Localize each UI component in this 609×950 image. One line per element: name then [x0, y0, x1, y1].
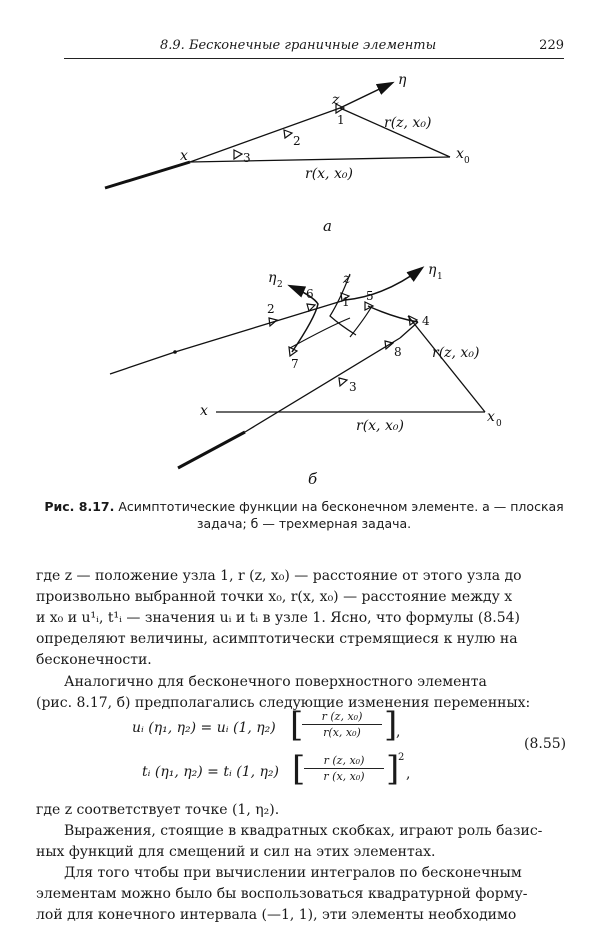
paragraph-3	[36, 800, 570, 821]
paragraph-5	[36, 863, 570, 926]
node-7: 7	[291, 357, 299, 371]
label-x0: x	[456, 146, 464, 162]
node-2: 2	[293, 134, 301, 148]
label-x0-subscript: 0	[496, 419, 502, 429]
node-8: 8	[394, 345, 402, 359]
equation-row-2-bracket-close: ]	[386, 749, 400, 789]
paragraph-1	[36, 566, 570, 671]
caption-lead: Рис. 8.17.	[44, 499, 115, 514]
node-1: 1	[342, 295, 350, 309]
paragraph-2-line-1: Аналогично для бесконечного поверхностного элемента	[64, 674, 487, 690]
node-marker-3	[234, 150, 242, 159]
upper-edge	[175, 300, 345, 352]
label-r-x-x0: r(x, x₀)	[305, 166, 353, 182]
lower-edge-extension	[178, 432, 245, 468]
equation-row-1-bracket-open: [	[290, 705, 304, 745]
paragraph-5-line-1: Для того чтобы при вычислении интегралов по бесконечным	[64, 865, 522, 881]
label-z: z	[332, 92, 340, 108]
paragraph-1-line-1: где z — положение узла 1, r (z, x₀) — расстояние от этого узла до	[36, 568, 522, 584]
paragraph-1-line-5: бесконечности.	[36, 652, 152, 668]
node-5: 5	[366, 289, 374, 303]
node-5-curve	[350, 306, 372, 337]
paragraph-4-line-2: ных функций для смещений и сил на этих элементах.	[36, 844, 436, 860]
paragraph-5-line-3: лой для конечного интервала (—1, 1), эти элементы необходимо	[36, 907, 517, 923]
eta-axis-arrow	[340, 83, 392, 108]
equation-row-1-lhs: uᵢ (η₁, η₂) = uᵢ (1, η₂)	[132, 720, 276, 736]
label-x: x	[200, 403, 208, 419]
upper-edge-point	[173, 350, 177, 354]
node-3: 3	[349, 380, 357, 394]
equation-row-2-fraction	[304, 754, 384, 783]
node-marker-3	[339, 378, 347, 386]
paragraph-1-line-4: определяют величины, асимптотически стремящиеся к нулю на	[36, 631, 518, 647]
figure-a	[105, 72, 470, 235]
label-eta2-subscript: 2	[277, 280, 283, 290]
equation-row-2-denominator: r (x, x₀)	[323, 770, 365, 783]
equation-row-1-numerator: r (z, x₀)	[302, 710, 382, 725]
node-4: 4	[422, 314, 430, 328]
r-z-x0-line	[408, 316, 485, 412]
label-x0-subscript: 0	[464, 156, 470, 166]
equation-row-2-numerator: r (z, x₀)	[304, 754, 384, 769]
element-line	[190, 108, 340, 162]
paragraph-3-text: где z соответствует точке (1, η₂).	[36, 802, 280, 818]
equation-number: (8.55)	[524, 736, 567, 752]
caption-line-2: задача; б — трехмерная задача.	[196, 516, 412, 531]
label-eta2: η	[268, 270, 277, 286]
paragraph-5-line-2: элементам можно было бы воспользоваться квадратурной форму-	[36, 886, 528, 902]
equation-row-2-bracket-open: [	[292, 749, 306, 789]
node-2: 2	[267, 302, 275, 316]
label-r-z-x0: r(z, x₀)	[384, 115, 432, 131]
equation-row-1-comma: ,	[396, 724, 401, 740]
equation-row-1-fraction	[302, 710, 382, 739]
label-x: x	[180, 148, 188, 164]
equation-row-1-denominator: r(x, x₀)	[323, 726, 361, 739]
equation-row-2-comma: ,	[406, 766, 411, 782]
paragraph-4-line-1: Выражения, стоящие в квадратных скобках, играют роль базис-	[64, 823, 543, 839]
node-3: 3	[243, 151, 251, 165]
paragraph-4	[36, 821, 570, 863]
label-r-x-x0: r(x, x₀)	[356, 418, 404, 434]
equation-row-2-exponent: 2	[398, 752, 405, 763]
paragraph-1-line-2: произвольно выбранной точки x₀, r(x, x₀) — расстояние между x	[36, 589, 513, 605]
eta2-axis-arrow	[290, 286, 318, 352]
figure-caption	[36, 498, 572, 532]
equation-row-2-lhs: tᵢ (η₁, η₂) = tᵢ (1, η₂)	[142, 764, 279, 780]
node-1: 1	[337, 113, 345, 127]
figure-b	[110, 262, 502, 488]
label-eta1: η	[428, 262, 437, 278]
upper-edge-extension	[110, 352, 175, 374]
caption-line-1: Асимптотические функции на бесконечном элементе. а — плоская	[118, 499, 564, 514]
label-eta1-subscript: 1	[437, 272, 443, 282]
node-marker-2	[284, 130, 292, 138]
eta1-axis-arrow	[345, 268, 422, 300]
running-title: 8.9. Бесконечные граничные элементы	[160, 38, 437, 53]
panel-label-a: а	[323, 217, 332, 235]
label-z: z	[343, 271, 351, 287]
paragraph-1-line-3: и x₀ и u¹ᵢ, t¹ᵢ — значения uᵢ и tᵢ в узле 1. Ясно, что формулы (8.54)	[36, 610, 520, 626]
element-line-extension	[105, 162, 190, 188]
page-number: 229	[539, 38, 564, 53]
equation-row-1-bracket-close: ]	[384, 705, 398, 745]
r-x-x0-line	[190, 157, 450, 162]
lower-curve-7	[290, 318, 350, 348]
paragraph-2-line-2: (рис. 8.17, б) предполагались следующие изменения переменных:	[36, 695, 531, 711]
label-r-z-x0: r(z, x₀)	[432, 345, 480, 361]
label-eta: η	[398, 72, 407, 88]
label-x0: x	[487, 409, 495, 425]
panel-label-b: б	[308, 470, 318, 488]
node-6: 6	[306, 287, 314, 301]
